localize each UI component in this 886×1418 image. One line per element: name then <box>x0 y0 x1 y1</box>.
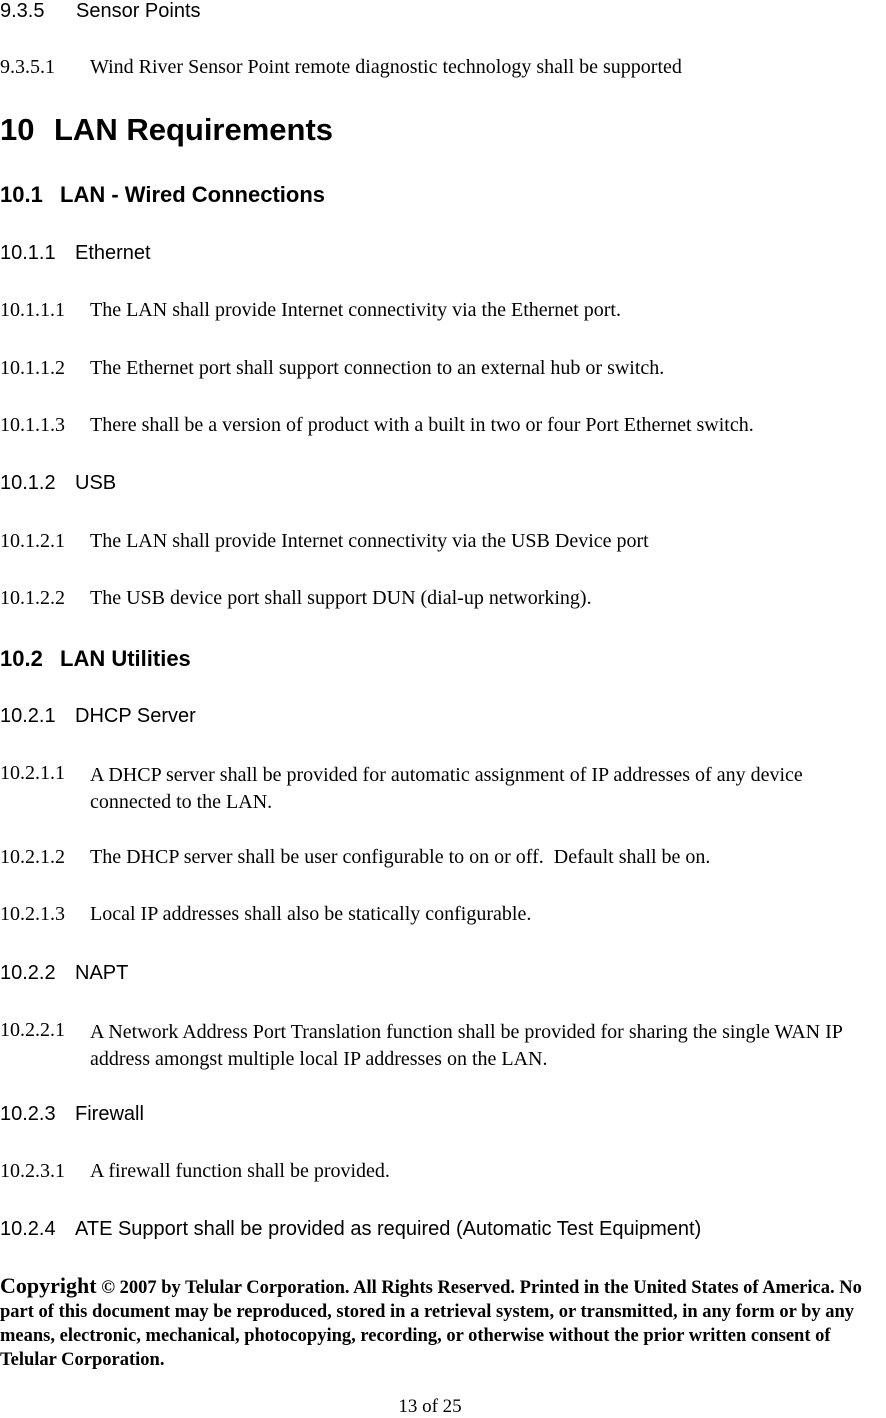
copyright-symbol: © <box>101 1278 116 1298</box>
heading-9-3-5 <box>0 0 201 23</box>
copyright-notice <box>0 1274 886 1372</box>
heading-10-1 <box>0 182 325 208</box>
paragraph-number: 10.2.1.1 <box>0 762 65 784</box>
section-number: 10.1.1 <box>0 242 56 264</box>
section-number: 10.1.2 <box>0 472 56 494</box>
paragraph-number: 10.1.2.1 <box>0 530 65 552</box>
paragraph-text: The LAN shall provide Internet connectivity via the USB Device port <box>90 530 649 552</box>
paragraph-9-3-5-1 <box>0 56 682 79</box>
section-number: 10.2.3 <box>0 1103 56 1125</box>
paragraph-number: 9.3.5.1 <box>0 56 55 78</box>
paragraph-text: A firewall function shall be provided. <box>90 1160 390 1182</box>
copyright-text: 2007 by Telular Corporation. All Rights Reserved. Printed in the United States of America. No part of this document may be reproduced, stored in a retrieval system, or transmitted, in any form or by any means, electronic, mechanical, photocopying, recording, or otherwise without the prior written consent of Telular Corporation. <box>0 1278 862 1370</box>
section-title: Sensor Points <box>76 0 201 22</box>
paragraph-10-1-1-2 <box>0 357 664 380</box>
paragraph-10-2-1-2 <box>0 846 710 869</box>
paragraph-10-2-1-3 <box>0 903 531 926</box>
section-title: DHCP Server <box>75 705 196 727</box>
paragraph-number: 10.2.2.1 <box>0 1019 65 1041</box>
paragraph-10-1-2-2 <box>0 587 592 610</box>
section-number: 10.2 <box>0 646 43 671</box>
section-title: LAN Utilities <box>60 646 191 671</box>
paragraph-10-2-1-1 <box>0 762 870 816</box>
section-number: 9.3.5 <box>0 0 45 22</box>
heading-10 <box>0 112 333 148</box>
paragraph-number: 10.2.1.3 <box>0 903 65 925</box>
paragraph-10-1-2-1 <box>0 530 649 553</box>
paragraph-text: A Network Address Port Translation function shall be provided for sharing the single WAN IP address amongst multiple local IP addresses on the LAN. <box>90 1021 843 1070</box>
paragraph-text: A DHCP server shall be provided for automatic assignment of IP addresses of any device connected to the LAN. <box>90 764 803 813</box>
paragraph-text: The Ethernet port shall support connection to an external hub or switch. <box>90 357 665 379</box>
heading-10-2-3 <box>0 1103 144 1126</box>
paragraph-text: There shall be a version of product with a built in two or four Port Ethernet switch. <box>90 414 754 436</box>
heading-10-2-4 <box>0 1218 701 1241</box>
heading-10-2-2 <box>0 962 128 985</box>
section-number: 10.2.4 <box>0 1218 56 1240</box>
paragraph-text: The USB device port shall support DUN (dial-up networking). <box>90 587 592 609</box>
heading-10-1-2 <box>0 472 116 495</box>
section-number: 10.2.2 <box>0 962 56 984</box>
paragraph-number: 10.1.1.2 <box>0 357 65 379</box>
heading-10-1-1 <box>0 242 151 265</box>
paragraph-number: 10.1.1.1 <box>0 299 65 321</box>
paragraph-10-2-2-1 <box>0 1019 870 1073</box>
paragraph-10-1-1-1 <box>0 299 621 322</box>
section-title: Ethernet <box>75 242 151 264</box>
paragraph-number: 10.2.3.1 <box>0 1160 65 1182</box>
section-title: NAPT <box>75 962 129 984</box>
section-title: LAN Requirements <box>54 112 334 147</box>
paragraph-number: 10.1.1.3 <box>0 414 65 436</box>
paragraph-number: 10.1.2.2 <box>0 587 65 609</box>
section-number: 10.1 <box>0 182 43 207</box>
section-title: Firewall <box>75 1103 144 1125</box>
paragraph-text: Local IP addresses shall also be statically configurable. <box>90 903 532 925</box>
paragraph-text: Wind River Sensor Point remote diagnostic technology shall be supported <box>90 56 682 78</box>
heading-10-2 <box>0 646 191 672</box>
section-title: ATE Support shall be provided as required (Automatic Test Equipment) <box>75 1218 702 1240</box>
section-title: USB <box>75 472 117 494</box>
section-title: LAN - Wired Connections <box>60 182 326 207</box>
paragraph-number: 10.2.1.2 <box>0 846 65 868</box>
section-number: 10 <box>0 112 35 147</box>
paragraph-text: The LAN shall provide Internet connectivity via the Ethernet port. <box>90 299 621 321</box>
paragraph-text: The DHCP server shall be user configurable to on or off. Default shall be on. <box>90 846 711 868</box>
page-number: 13 of 25 <box>398 1396 462 1417</box>
copyright-word: Copyright <box>0 1273 97 1298</box>
paragraph-10-1-1-3 <box>0 414 754 437</box>
heading-10-2-1 <box>0 705 196 728</box>
section-number: 10.2.1 <box>0 705 56 727</box>
paragraph-10-2-3-1 <box>0 1160 390 1183</box>
